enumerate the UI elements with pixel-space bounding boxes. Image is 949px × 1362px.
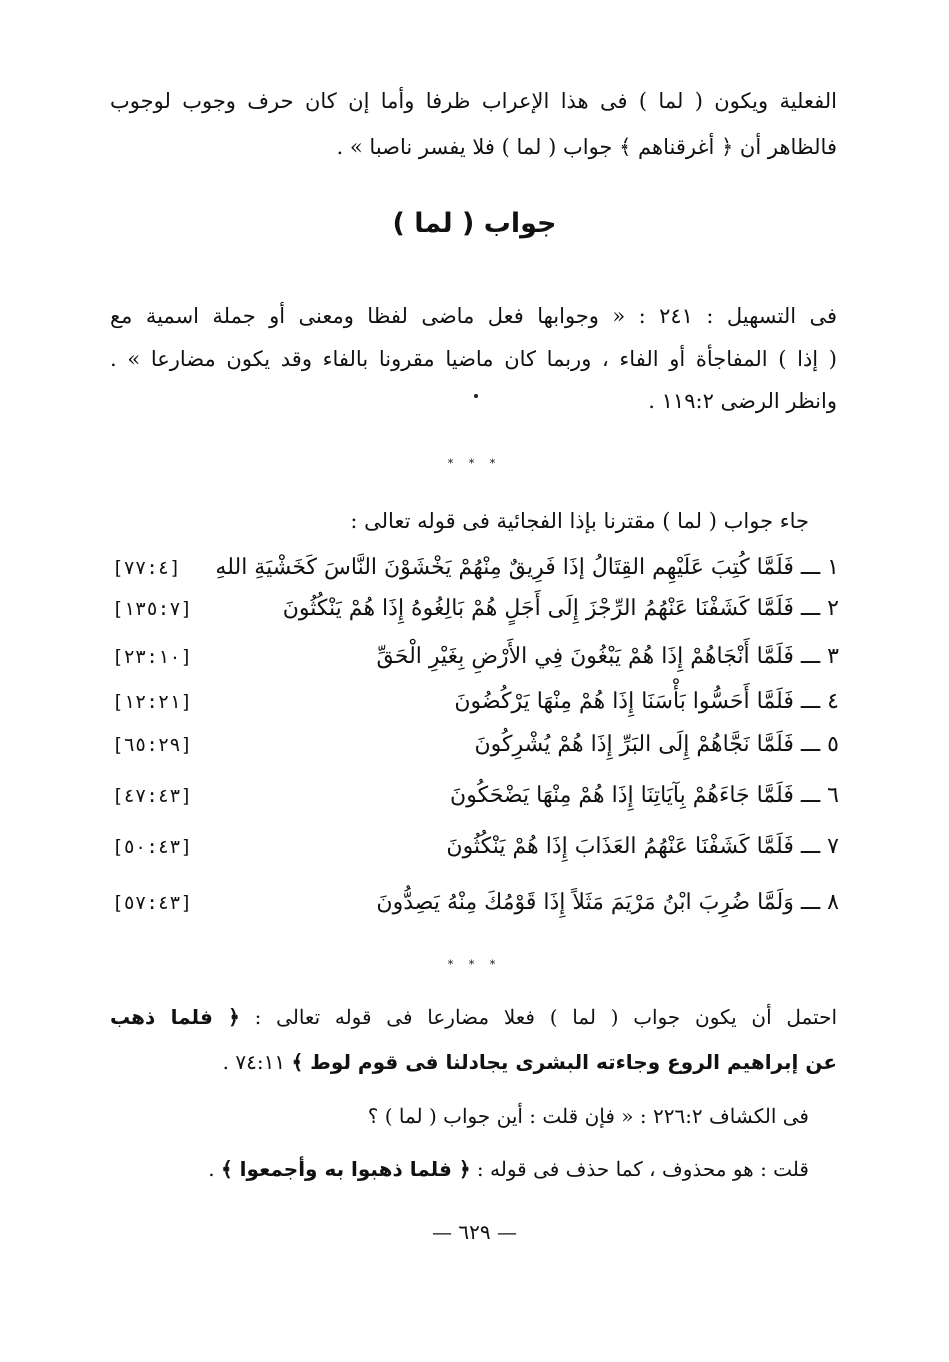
verse-text: ٦ ـــ فَلَمَّا جَاءَهُمْ بِآيَاتِنَا إِذَا هُمْ مِنْهَا يَضْحَكُونَ xyxy=(450,783,839,808)
paragraph-line: ( إذا ) المفاجأة أو الفاء ، وربما كان ماضيا مقرونا بالفاء وقد يكون مضارعا » . xyxy=(110,347,837,371)
verse-row xyxy=(112,682,839,722)
verse-text: ٢ ـــ فَلَمَّا كَشَفْنَا عَنْهُمُ الرِّجْزَ إِلَى أَجَلٍ هُمْ بَالِغُوهُ إِذَا هُمْ يَنْكُثُونَ xyxy=(282,596,839,621)
verse-row xyxy=(112,827,839,867)
verse-row xyxy=(112,637,839,677)
verse-row xyxy=(112,725,839,765)
intro-line: جاء جواب ( لما ) مقترنا بإذا الفجائية فى قوله تعالى : xyxy=(350,509,809,533)
verse-reference: [٧٧:٤] xyxy=(112,557,181,579)
verse-text: ٧ ـــ فَلَمَّا كَشَفْنَا عَنْهُمُ العَذَابَ إِذَا هُمْ يَنْكُثُونَ xyxy=(446,834,839,859)
verse-row xyxy=(112,548,839,588)
quran-quote: ﴿ فلما ذهبوا به وأجمعوا ﴾ xyxy=(221,1157,471,1181)
kashshaf-line: فى الكشاف ٢٢٦:٢ : « فإن قلت : أين جواب ( لما ) ؟ xyxy=(367,1104,809,1128)
verse-text: ٣ ـــ فَلَمَّا أَنْجَاهُمْ إِذَا هُمْ يَبْغُونَ فِي الأَرْضِ بِغَيْرِ الْحَقِّ xyxy=(376,644,839,669)
verse-reference: [١٢:٢١] xyxy=(112,691,193,713)
verse-reference: [٤٧:٤٣] xyxy=(112,785,193,807)
section-separator: * * * xyxy=(447,958,502,971)
verse-text: ٨ ـــ وَلَمَّا ضُرِبَ ابْنُ مَرْيَمَ مَثَلاً إِذَا قَوْمُكَ مِنْهُ يَصِدُّونَ xyxy=(376,890,839,915)
paragraph-line: الفعلية ويكون ( لما ) فى هذا الإعراب ظرفا وأما إن كان حرف وجوب لوجوب xyxy=(110,89,837,113)
quran-quote: ﴿ فلما ذهب xyxy=(110,1005,240,1029)
section-heading: جواب ( لما ) xyxy=(392,208,557,239)
verse-row xyxy=(112,883,839,923)
page-number: — ٦٢٩ — xyxy=(432,1220,517,1244)
answer-line xyxy=(110,1152,809,1186)
paragraph-line: فالظاهر أن ﴿ أغرقناهم ﴾ جواب ( لما ) فلا يفسر ناصبا » . xyxy=(336,135,837,159)
paragraph-text: قلت : هو محذوف ، كما حذف فى قوله : xyxy=(476,1157,809,1181)
paragraph-text: احتمل أن يكون جواب ( لما ) فعلا مضارعا فى قوله تعالى : xyxy=(254,1005,837,1029)
verse-reference: [٥٧:٤٣] xyxy=(112,892,193,914)
verse-reference: ٧٤:١١ . xyxy=(222,1050,286,1074)
stray-dot xyxy=(474,394,478,398)
quran-quote: عن إبراهيم الروع وجاءته البشرى يجادلنا فى قوم لوط ﴾ xyxy=(291,1050,837,1074)
paragraph-text: . xyxy=(208,1157,215,1181)
verse-reference: [٥٠:٤٣] xyxy=(112,836,193,858)
verse-text: ٥ ـــ فَلَمَّا نَجَّاهُمْ إِلَى البَرِّ إِذَا هُمْ يُشْرِكُونَ xyxy=(474,732,839,757)
paragraph-line xyxy=(200,1045,837,1079)
paragraph-line: وانظر الرضى ١١٩:٢ . xyxy=(648,389,837,413)
verse-reference: [٦٥:٢٩] xyxy=(112,734,193,756)
verse-text: ٤ ـــ فَلَمَّا أَحَسُّوا بَأْسَنَا إِذَا هُمْ مِنْهَا يَرْكُضُونَ xyxy=(454,689,839,714)
verse-row xyxy=(112,589,839,629)
verse-reference: [١٣٥:٧] xyxy=(112,598,193,620)
verse-row xyxy=(112,776,839,816)
verse-text: ١ ـــ فَلَمَّا كُتِبَ عَلَيْهِم القِتَالُ إذَا فَرِيقٌ مِنْهُمْ يَخْشَوْنَ النَّاسَ كَخَشْيَةِ اللهِ xyxy=(215,555,839,580)
section-separator: * * * xyxy=(447,457,502,470)
paragraph-line xyxy=(110,1000,837,1034)
paragraph-line: فى التسهيل : ٢٤١ : « وجوابها فعل ماضى لفظا ومعنى أو جملة اسمية مع xyxy=(110,304,837,328)
verse-reference: [٢٣:١٠] xyxy=(112,646,193,668)
